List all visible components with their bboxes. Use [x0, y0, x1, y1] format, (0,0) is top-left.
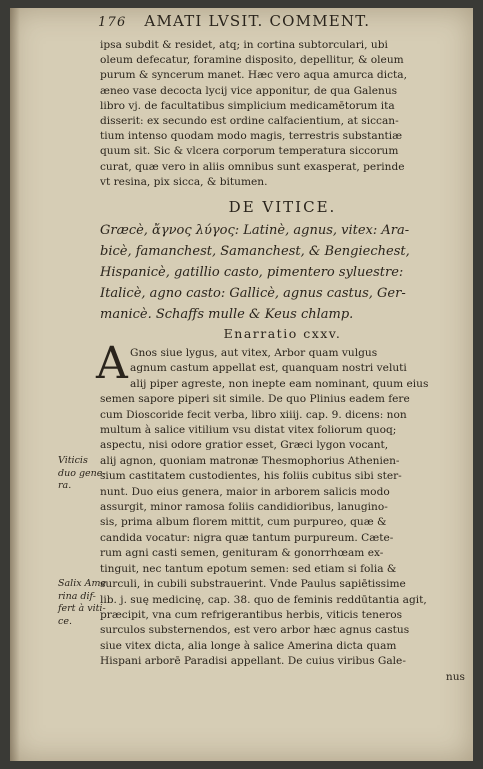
text-line: agnum castum appellat est, quanquam nostri veluti	[130, 362, 407, 375]
text-line: lib. j. suę medicinę, cap. 38. quo de feminis reddūtantia agit,	[100, 593, 427, 606]
enarratio-title: Enarratio cxxv.	[223, 326, 342, 341]
text-line: candida vocatur: nigra quæ tantum purpureum. Cæte-	[100, 531, 394, 544]
text-line: cum Dioscoride fecit verba, libro xiiij. cap. 9. dicens: non	[100, 408, 407, 421]
text-line: Hispani arborē Paradisi appellant. De cuius viribus Gale-	[100, 655, 406, 668]
margin-line: ra.	[58, 480, 72, 491]
text-line: purum & syncerum manet. Hæc vero aqua amurca dicta,	[100, 69, 407, 82]
text-line: aspectu, nisi odore gratior esset, Græci lygon vocant,	[100, 439, 389, 452]
text-line: multum à salice vitilium vsu distat vitex foliorum quoq;	[100, 424, 397, 437]
text-line: libro vj. de facultatibus simplicium medicamētorum ita	[100, 99, 395, 112]
text-line: assurgit, minor ramosa foliis candidioribus, lanugino-	[100, 501, 388, 514]
margin-line: Viticis	[58, 455, 88, 466]
page-gutter-shadow	[10, 8, 20, 761]
marginal-note-vitex	[58, 455, 106, 493]
text-line: curat, quæ vero in aliis omnibus sunt exasperat, perinde	[100, 160, 405, 173]
text-line: quum sit. Sic & vlcera corporum temperatura siccorum	[100, 145, 399, 158]
text-line: rum agni casti semen, genituram & gonorrhœam ex-	[100, 547, 384, 560]
names-line: Italicè, agno casto: Gallicè, agnus castus, Ger-	[100, 286, 406, 301]
margin-line: rina dif-	[58, 590, 96, 602]
text-line: disserit: ex secundo est ordine calfacientium, at siccan-	[100, 115, 399, 128]
names-line: Græcè, ἄγνος λύγος: Latinè, agnus, vitex: Ara-	[100, 223, 410, 238]
drop-cap: A	[96, 338, 128, 389]
running-title: AMATI LVSIT. COMMENT.	[144, 12, 371, 30]
text-line: vt resina, pix sicca, & bitumen.	[100, 175, 268, 188]
names-line: bicè, famanchest, Samanchest, & Bengiechest,	[100, 244, 410, 259]
text-line: æneo vase decocta lycij vice apponitur, de qua Galenus	[100, 84, 398, 97]
text-line: ipsa subdit & residet, atq; in cortina subtorculari, ubi	[100, 39, 388, 51]
section-heading: DE VITICE.	[228, 198, 337, 216]
text-line: surculi, in cubili substrauerint. Vnde Paulus sapiētissime	[100, 578, 406, 591]
text-line: nus	[445, 670, 465, 683]
text-line: semen sapore piperi sit simile. De quo Plinius eadem fere	[100, 393, 410, 406]
names-line: manicè. Schaffs mulle & Keus chlamp.	[100, 307, 354, 322]
text-line: surculos substernendos, est vero arbor hæc agnus castus	[100, 624, 410, 637]
text-line: alij agnon, quoniam matronæ Thesmophorius Athenien-	[100, 454, 400, 467]
book-page	[10, 8, 473, 761]
top-paragraph	[100, 38, 465, 190]
marginal-note-salix	[58, 578, 107, 628]
text-line: alij piper agreste, non inepte eam nominant, quum eius	[130, 377, 429, 390]
names-line: Hispanicè, gatillio casto, pimentero syluestre:	[100, 265, 404, 280]
text-line: sium castitatem custodientes, his foliis cubitus sibi ster-	[100, 470, 402, 483]
text-line: sis, prima album florem mittit, cum purpureo, quæ &	[100, 516, 387, 529]
text-line: tium intenso quodam modo magis, terrestris substantiæ	[100, 130, 403, 143]
margin-line: fert à viti-	[58, 603, 106, 614]
margin-line: duo gene-	[58, 467, 106, 479]
plant-names-block	[100, 220, 465, 325]
margin-line: ce.	[58, 615, 72, 627]
running-header	[98, 12, 458, 36]
text-line: oleum defecatur, foramine disposito, depellitur, & oleum	[100, 54, 404, 67]
text-line: nunt. Duo eius genera, maior in arborem salicis modo	[100, 485, 390, 498]
text-line: tinguit, nec tantum epotum semen: sed etiam si folia &	[100, 562, 397, 575]
text-line: Gnos siue lygus, aut vitex, Arbor quam vulgus	[130, 347, 378, 359]
page-number: 176	[98, 15, 127, 30]
margin-line: Salix Ame	[58, 578, 107, 589]
text-line: præcipit, vna cum refrigerantibus herbis, viticis teneros	[100, 608, 403, 621]
text-line: siue vitex dicta, alia longe à salice Amerina dicta quam	[100, 639, 397, 652]
enarratio-paragraph	[100, 346, 465, 685]
